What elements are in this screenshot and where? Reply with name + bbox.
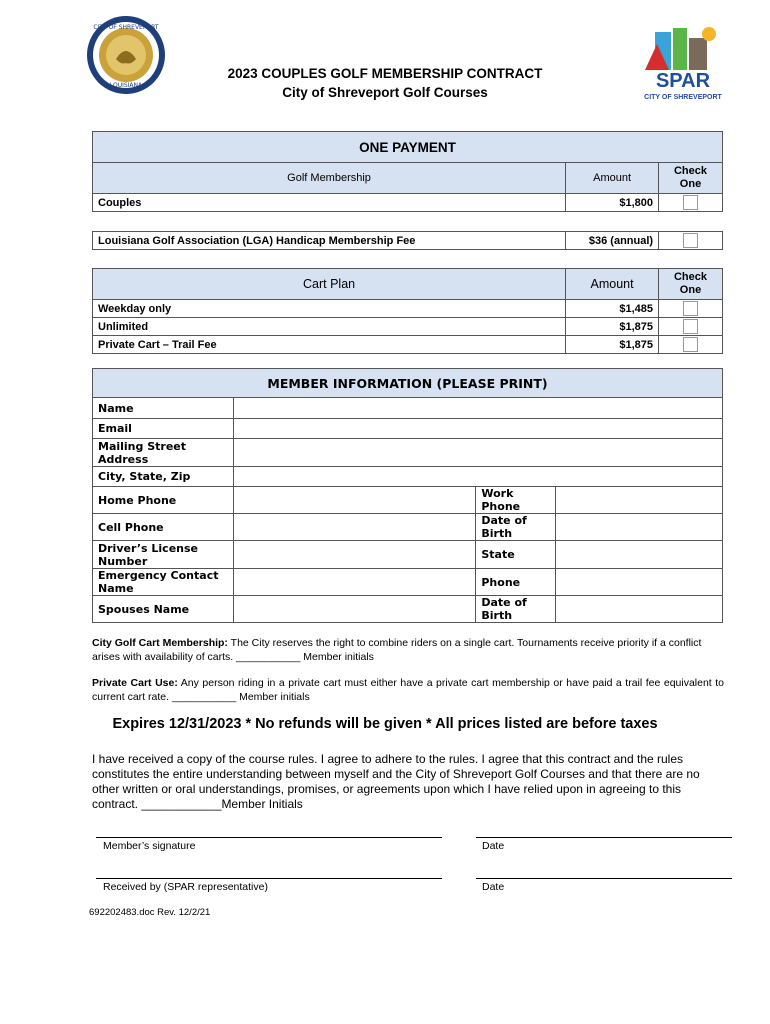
weekday-checkbox[interactable]	[683, 301, 698, 316]
lga-amount: $36 (annual)	[566, 232, 659, 250]
cart-plan-header: Cart Plan	[93, 269, 566, 300]
work-phone-field[interactable]	[556, 487, 723, 514]
email-field[interactable]	[233, 419, 722, 439]
table-row	[93, 300, 723, 318]
table-row	[93, 194, 723, 212]
name-label: Name	[93, 398, 234, 419]
private-note-text: Any person riding in a private cart must either have a private cart membership or have paid a trail fee equivalent to current cart rate. ___________ Member initials	[92, 677, 725, 703]
seal-text-top: CITY OF SHREVEPORT	[93, 24, 159, 31]
cart-note-text: The City reserves the right to combine riders on a single cart. Tournaments receive priority if a conflict arises with availability of carts. ___________ Member initials	[92, 637, 702, 663]
cell-phone-field[interactable]	[233, 514, 476, 541]
one-payment-table	[92, 131, 723, 212]
city-label: City, State, Zip	[93, 467, 234, 487]
cart-row-amount: $1,485	[566, 300, 659, 318]
received-signature-label: Received by (SPAR representative)	[103, 881, 268, 893]
cart-membership-note	[92, 636, 724, 664]
logo-text: SPAR	[655, 70, 711, 92]
city-seal	[86, 15, 166, 95]
page-subtitle: City of Shreveport Golf Courses	[282, 85, 488, 100]
emergency-field[interactable]	[233, 569, 476, 596]
dob2-field[interactable]	[556, 596, 723, 623]
date2-line[interactable]	[476, 878, 732, 879]
mailing-label: Mailing Street Address	[93, 439, 234, 467]
home-phone-label: Home Phone	[93, 487, 234, 514]
date2-label: Date	[482, 881, 505, 893]
state-field[interactable]	[556, 541, 723, 569]
golf-membership-header: Golf Membership	[93, 163, 566, 194]
member-signature-label: Member’s signature	[103, 840, 196, 852]
state-label: State	[476, 541, 556, 569]
unlimited-checkbox[interactable]	[683, 319, 698, 334]
couples-checkbox[interactable]	[683, 195, 698, 210]
phone-label: Phone	[476, 569, 556, 596]
cart-row-label: Weekday only	[93, 300, 566, 318]
city-field[interactable]	[233, 467, 722, 487]
spouse-field[interactable]	[233, 596, 476, 623]
lga-table	[92, 231, 723, 250]
document-footer: 692202483.doc Rev. 12/2/21	[89, 907, 211, 918]
cell-phone-label: Cell Phone	[93, 514, 234, 541]
private-cart-note	[92, 676, 724, 704]
amount-header: Amount	[566, 163, 659, 194]
home-phone-field[interactable]	[233, 487, 476, 514]
cart-row-label: Private Cart – Trail Fee	[93, 336, 566, 354]
expires-notice: Expires 12/31/2023 * No refunds will be given * All prices listed are before taxes	[112, 716, 658, 732]
member-info-table	[92, 368, 723, 623]
cart-check-header: Check One	[659, 269, 723, 300]
dob-label: Date of Birth	[476, 514, 556, 541]
license-field[interactable]	[233, 541, 476, 569]
agreement-paragraph: I have received a copy of the course rules. I agree to adhere to the rules. I agree that this contract and the rules constitutes the entire understanding between myself and the City of Shreveport Golf Courses and that there are no other written or oral understandings, promises, or agreements upon which I have relied upon in agreeing to this contract. ____________Member Initials	[92, 752, 700, 811]
emergency-label: Emergency Contact Name	[93, 569, 234, 596]
private-cart-checkbox[interactable]	[683, 337, 698, 352]
one-payment-heading: ONE PAYMENT	[93, 132, 723, 163]
cart-note-title: City Golf Cart Membership:	[92, 637, 228, 649]
private-note-title: Private Cart Use:	[92, 677, 178, 689]
couples-label: Couples	[93, 194, 566, 212]
check-one-header: Check One	[659, 163, 723, 194]
email-label: Email	[93, 419, 234, 439]
lga-checkbox[interactable]	[683, 233, 698, 248]
member-info-heading: MEMBER INFORMATION (PLEASE PRINT)	[93, 369, 723, 398]
table-row	[93, 336, 723, 354]
table-row	[93, 318, 723, 336]
cart-row-amount: $1,875	[566, 336, 659, 354]
page-title: 2023 COUPLES GOLF MEMBERSHIP CONTRACT	[227, 66, 543, 81]
date1-line[interactable]	[476, 837, 732, 838]
cart-amount-header: Amount	[566, 269, 659, 300]
dob-field[interactable]	[556, 514, 723, 541]
date1-label: Date	[482, 840, 505, 852]
lga-label: Louisiana Golf Association (LGA) Handicap Membership Fee	[93, 232, 566, 250]
cart-row-amount: $1,875	[566, 318, 659, 336]
cart-plan-table	[92, 268, 723, 354]
cart-row-label: Unlimited	[93, 318, 566, 336]
spouse-label: Spouses Name	[93, 596, 234, 623]
work-phone-label: Work Phone	[476, 487, 556, 514]
mailing-field[interactable]	[233, 439, 722, 467]
received-signature-line[interactable]	[96, 878, 442, 879]
member-signature-line[interactable]	[96, 837, 442, 838]
dob2-label: Date of Birth	[476, 596, 556, 623]
logo-subtext: CITY OF SHREVEPORT	[644, 94, 722, 101]
couples-amount: $1,800	[566, 194, 659, 212]
seal-text-bottom: LOUISIANA	[109, 82, 143, 89]
license-label: Driver’s License Number	[93, 541, 234, 569]
phone-field[interactable]	[556, 569, 723, 596]
name-field[interactable]	[233, 398, 722, 419]
